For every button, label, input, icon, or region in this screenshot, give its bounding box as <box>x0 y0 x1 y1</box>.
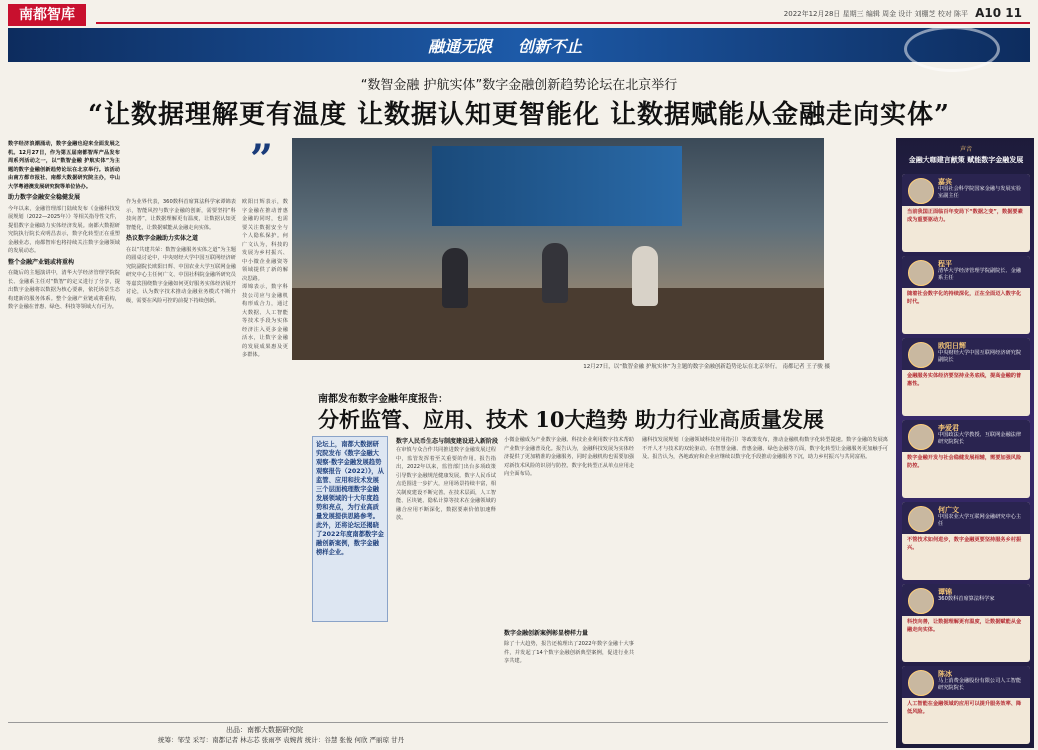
banner-slogan-right: 创新不止 <box>518 37 583 56</box>
section2-headline: 分析监管、应用、技术 10大趋势 助力行业高质量发展 <box>318 407 824 432</box>
forum-photo <box>292 138 824 360</box>
voices-title: 金融大咖建言献策 赋能数字金融发展 <box>908 156 1024 164</box>
article-column-1 <box>8 140 120 720</box>
speaker-figure <box>632 246 658 306</box>
banner-logo-ring <box>904 26 1000 72</box>
expert-card <box>902 666 1030 744</box>
expert-quote: 金融服务实体经济要坚持业务底线，提高金融的普惠性。 <box>907 373 1022 387</box>
expert-role: 中国农业大学互联网金融研究中心主任 <box>938 514 1022 527</box>
expert-card-header <box>902 174 1030 206</box>
expert-card-header <box>902 666 1030 698</box>
expert-role: 中国社会科学院国家金融与发展实验室副主任 <box>938 186 1022 199</box>
footer-credits: 统筹：邹莹 采写：南都记者 林志芯 张雨亭 袁婉茜 统计：谷慧 张俊 何欣 严丽琼 甘丹 <box>158 736 405 744</box>
expert-name: 嘉宾 <box>938 178 952 186</box>
section2-kicker: 南都发布数字金融年度报告： <box>318 394 448 405</box>
avatar <box>908 178 934 204</box>
paragraph: 今年以来，金融管理部门陆续发布《金融科技发展规划（2022—2025年）》等相关指导性文件，提倡数字金融助力实体经济发展。南都大数据研究院执行院长戎明昌表示，数字化转型正在重塑金融业态，南都智库也将持续关注数字金融领域的发展动态。 <box>8 205 120 254</box>
subheading-4: 数字人民币生态与制度建设进入新阶段 <box>396 438 499 445</box>
top-bar <box>96 8 1030 24</box>
date-line: 2022年12月28日 星期三 编辑 周金 设计 刘棚芝 校对 陈平 <box>783 10 968 18</box>
expert-name: 李爱君 <box>938 424 959 432</box>
subheading-5: 数字金融创新案例彰显榜样力量 <box>504 630 589 637</box>
expert-name: 陈冰 <box>938 670 952 678</box>
expert-quote: 数字金融开发与社会稳健发展相辅，需要加强风险防控。 <box>907 455 1022 469</box>
expert-card-header <box>902 584 1030 616</box>
subheading-2: 整个金融产业链或将重构 <box>8 258 75 266</box>
paragraph: 欧阳日辉表示，数字金融在推动普惠金融的同时，也需要关注数据安全与个人隐私保护。何广文认为，科技的发展为乡村振兴、中小微企业融资等领域提供了新的解决思路。 <box>242 199 288 282</box>
expert-card <box>902 338 1030 416</box>
paragraph: 谭锦表示，数字科技公司应与金融机构形成合力，通过大数据、人工智能等技术手段为实体经济注入更多金融活水，让数字金融的发展成果惠及更多群体。 <box>242 284 288 358</box>
expert-card-header <box>902 502 1030 534</box>
avatar <box>908 342 934 368</box>
speaker-figure <box>542 243 568 303</box>
paragraph: 作为业界代表，360数科首席算法科学家谭锦表示，智能风控与数字金融的创新，需要坚持“科技向善”，让数据理解更有温度，让数据认知更智能化，让数据赋能从金融走向实体。 <box>126 199 236 231</box>
subheading-1: 助力数字金融安全稳健发展 <box>8 194 81 201</box>
voices-tag: 声音 <box>959 146 972 153</box>
expert-quote: 随着社会数字化的持续深化，正在全面迈入数字化时代。 <box>907 291 1022 305</box>
article-column-2 <box>126 198 236 720</box>
expert-role: 清华大学经济管理学院副院长、金融系主任 <box>938 268 1022 281</box>
article-column-5: 小微金融成为产业数字金融、科技企业利用数字技术帮助产业数字金融普及化。报告认为，金融科技发展为实体经济提供了更加精准的金融服务，同时金融机构也需要加强对新技术风险的识别与防控。数字化转型正从单点应用走向全面布局。 <box>504 437 634 477</box>
footer-producer: 出品：南都大数据研究院 <box>226 726 303 734</box>
expert-card-header <box>902 338 1030 370</box>
expert-card-header <box>902 256 1030 288</box>
expert-role: 马上消费金融股份有限公司人工智能研究院院长 <box>938 678 1022 691</box>
page-number: A10 11 <box>975 6 1022 20</box>
banner <box>8 28 1030 62</box>
avatar <box>908 670 934 696</box>
article-column-5b: 除了十大趋势，报告还梳理出了2022年数字金融十大事件，并发起了14个数字金融创新典型案例，促进行业共享共建。 <box>504 641 634 664</box>
banner-slogan-left: 融通无限 <box>428 37 493 56</box>
expert-card <box>902 174 1030 252</box>
subheading-3: 热议数字金融助力实体之道 <box>126 235 199 242</box>
paragraph: 在以“共建共荣：数智金融服务实体之道”为主题的圆桌讨论中，中央财经大学中国互联网经济研究院副院长欧阳日辉、中国农业大学互联网金融研究中心主任何广文、中国社科院金融所研究员等嘉宾围绕数字金融如何更好服务实体经济展开讨论，认为数字技术推动金融业务模式不断升级，需要在风险可控的前提下持续创新。 <box>126 246 236 304</box>
expert-role: 中央财经大学中国互联网经济研究院副院长 <box>938 350 1022 363</box>
avatar <box>908 424 934 450</box>
expert-name: 谭锦 <box>938 588 952 596</box>
avatar <box>908 506 934 532</box>
expert-card <box>902 420 1030 498</box>
expert-quote: 科技向善，让数据理解更有温度，让数据赋能从金融走向实体。 <box>907 619 1022 633</box>
expert-name: 何广文 <box>938 506 959 514</box>
stage-screen <box>432 146 682 226</box>
article-column-3 <box>242 198 288 720</box>
article-headline: “让数据理解更有温度 让数据认知更智能化 让数据赋能从金融走向实体” <box>87 100 950 130</box>
expert-name: 欧阳日辉 <box>938 342 966 350</box>
expert-card <box>902 502 1030 580</box>
expert-card-header <box>902 420 1030 452</box>
article-column-4: 在审慎与众合作共同推进数字金融发展过程中，监管发挥着至关重要的作用。报告指出，2022年以来，监管部门出台多项政策引导数字金融规范健康发展。数字人民币试点范围进一步扩大，应用场景持续丰富，相关制度建设不断完善。在技术层面，人工智能、区块链、隐私计算等技术在金融领域的融合应用不断深化，数据要素价值加速释放。 <box>396 447 496 521</box>
avatar <box>908 588 934 614</box>
article-lead: 数字经济浪潮涌动，数字金融也迎来全面发展之机。12月27日，作为第五届南都智库产品发布周系列活动之一，以“数智金融 护航实体”为主题的数字金融创新趋势论坛在北京举行。该活动由南方都市报社、南都大数据研究院主办，中山大学粤港澳发展研究院等单位协办。 <box>8 141 120 190</box>
expert-card <box>902 584 1030 662</box>
summary-box: 论坛上，南都大数据研究院发布《数字金融大观察·数字金融发展趋势观察报告（2022）》，从监管、应用和技术发展三个层面梳理数字金融发展领域的十大年度趋势和亮点，为行业高质量发展提供思路参考。此外，还将论坛还揭晓了2022年度南都数字金融创新案例，数字金融榜样企业。 <box>312 436 388 622</box>
expert-role: 中国政法大学教授、互联网金融法律研究院院长 <box>938 432 1022 445</box>
expert-name: 程平 <box>938 260 952 268</box>
expert-quote: 人工智能在金融领域的应用可以提升服务效率、降低风险。 <box>907 701 1022 715</box>
footer <box>8 722 888 747</box>
expert-card <box>902 256 1030 334</box>
article-kicker: “数智金融 护航实体”数字金融创新趋势论坛在北京举行 <box>360 78 678 93</box>
paragraph: 在随后的主题演讲中，清华大学经济管理学院院长、金融系主任对“数智”的定义进行了分享，提出数字金融将以数据为核心要素，依托场景生态构建新的服务体系。整个金融产业链或将重构，数字金融在普惠、绿色、科技等领域大有可为。 <box>8 270 120 310</box>
article-column-6: 融科技发展规划（金融领域科技应用指引）等政策发布，推动金融机构数字化转型提速。数字金融的发展离不开人才与技术的双轮驱动。在智慧金融、普惠金融、绿色金融等方面，数字化转型让金融服务更加触手可及。报告认为，各地政府和企业应继续以数字化手段推动金融服务下沉，助力乡村振兴与共同富裕。 <box>642 437 888 460</box>
photo-caption: 12月27日，以“数智金融 护航实体”为主题的数字金融创新趋势论坛在北京举行。 南都记者 王子骏 摄 <box>583 364 830 370</box>
voices-header <box>904 144 1028 165</box>
avatar <box>908 260 934 286</box>
expert-quote: 不管技术如何进步，数字金融更要坚持服务乡村振兴。 <box>907 537 1022 551</box>
masthead: 南都智库 <box>8 4 86 26</box>
voices-column <box>896 138 1034 748</box>
expert-quote: 当前我国正面临百年变局下“数据之变”，数据要素成为重要驱动力。 <box>907 209 1023 223</box>
quote-mark-icon: ” <box>250 136 274 183</box>
expert-role: 360数科首席算法科学家 <box>938 596 995 602</box>
speaker-figure <box>442 248 468 308</box>
